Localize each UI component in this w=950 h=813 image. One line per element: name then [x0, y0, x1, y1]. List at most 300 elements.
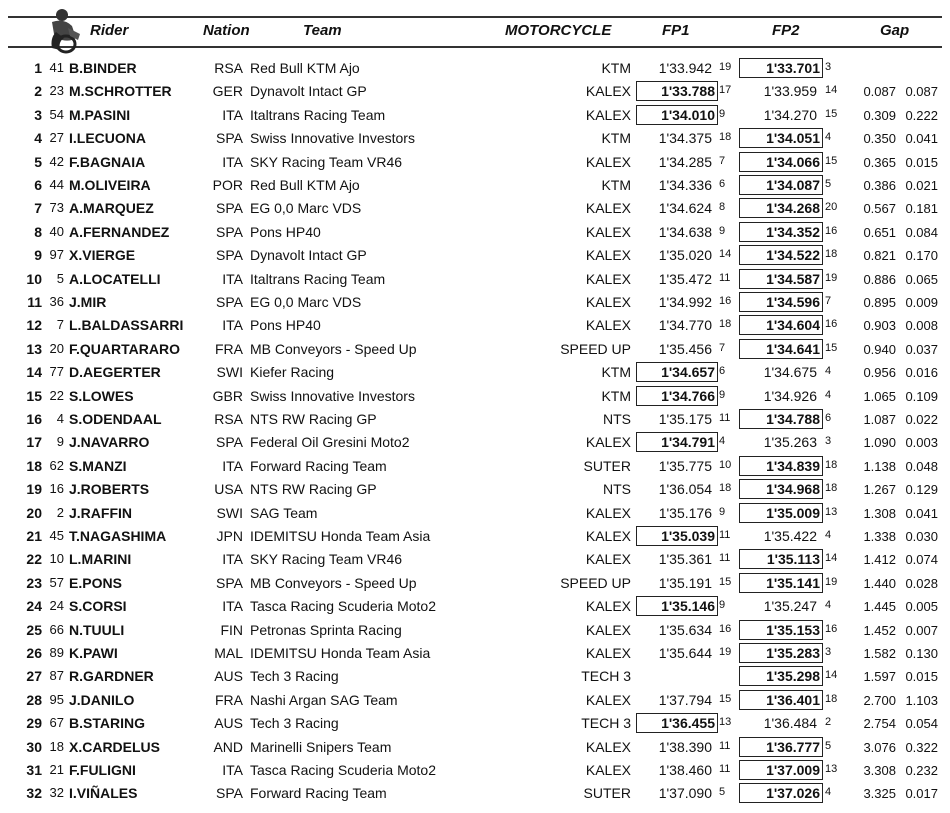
rider-number: 89 [49, 645, 64, 660]
motorcycle: NTS [603, 411, 631, 427]
gap-to-previous: 0.009 [905, 295, 938, 310]
rider-number: 67 [49, 715, 64, 731]
gap-to-previous: 0.022 [905, 412, 938, 427]
row-position: 21 [26, 528, 42, 544]
rider-name: J.DANILO [69, 691, 135, 708]
fp2-time-best: 1'33.701 [739, 58, 823, 78]
fp2-lap: 4 [825, 529, 832, 541]
fp2-lap: 16 [825, 318, 838, 331]
rider-name: S.ODENDAAL [69, 411, 162, 427]
rider-name: F.BAGNAIA [69, 153, 146, 170]
table-row [0, 455, 950, 478]
rider-number: 66 [49, 621, 64, 637]
motorcycle: NTS [603, 481, 631, 498]
row-position: 9 [34, 247, 42, 264]
gap-to-leader: 0.087 [863, 84, 896, 100]
gap-to-leader: 3.076 [863, 739, 896, 755]
motorcycle: TECH 3 [581, 668, 631, 685]
rider-number: 45 [49, 528, 64, 543]
team-name: IDEMITSU Honda Team Asia [250, 528, 431, 544]
gap-to-previous: 0.017 [905, 786, 938, 802]
rider-name: M.OLIVEIRA [69, 177, 151, 193]
rider-name: B.STARING [69, 715, 145, 732]
fp2-time-best: 1'34.788 [739, 409, 823, 429]
row-position: 1 [34, 60, 42, 76]
row-position: 18 [26, 457, 42, 474]
gap-to-leader: 0.940 [863, 341, 896, 357]
fp1-time-best: 1'33.788 [636, 81, 718, 101]
fp1-lap: 18 [719, 482, 732, 495]
row-position: 29 [26, 715, 42, 732]
rider-number: 87 [49, 668, 64, 684]
fp2-lap: 5 [825, 178, 832, 190]
fp1-lap: 11 [719, 529, 731, 541]
fp2-time-best: 1'34.968 [739, 479, 823, 499]
gap-to-leader: 0.956 [863, 365, 896, 381]
table-row [0, 502, 950, 525]
fp1-time: 1'35.644 [658, 645, 712, 661]
rider-name: F.QUARTARARO [69, 340, 180, 357]
motorcycle-rider-icon [42, 8, 86, 54]
team-name: SAG Team [250, 504, 318, 521]
team-name: Red Bull KTM Ajo [250, 60, 360, 76]
fp2-time-best: 1'35.298 [739, 666, 823, 686]
row-position: 6 [34, 177, 42, 193]
fp2-time-best: 1'34.604 [739, 315, 823, 335]
rider-nation: SPA [216, 223, 243, 240]
row-position: 13 [26, 340, 42, 357]
fp2-time: 1'35.422 [763, 528, 817, 544]
motorcycle: SPEED UP [560, 340, 631, 357]
fp1-time: 1'35.361 [658, 551, 712, 568]
gap-to-leader: 1.582 [863, 646, 896, 661]
rider-name: X.CARDELUS [69, 738, 161, 755]
gap-to-leader: 1.452 [863, 622, 896, 638]
team-name: Dynavolt Intact GP [250, 83, 367, 100]
motorcycle: KTM [601, 130, 631, 147]
team-name: Forward Racing Team [250, 785, 387, 802]
motorcycle: KALEX [585, 434, 631, 451]
fp2-lap: 4 [825, 599, 832, 612]
table-row [0, 268, 950, 291]
fp2-lap: 4 [825, 388, 832, 401]
team-name: Petronas Sprinta Racing [250, 621, 402, 638]
fp2-time-best: 1'34.587 [739, 269, 823, 289]
gap-to-previous: 0.232 [905, 763, 938, 778]
fp2-time-best: 1'34.352 [739, 222, 823, 242]
rider-number: 10 [49, 551, 64, 567]
rider-name: K.PAWI [69, 645, 118, 661]
rider-nation: FRA [215, 691, 243, 708]
rider-name: S.LOWES [69, 387, 134, 404]
rider-nation: GER [212, 83, 243, 100]
rider-number: 40 [49, 223, 64, 239]
fp2-lap: 4 [825, 131, 832, 144]
fp2-lap: 14 [825, 669, 838, 682]
rider-number: 16 [49, 481, 64, 497]
row-position: 10 [26, 270, 42, 287]
gap-to-leader: 1.412 [863, 552, 896, 568]
fp1-lap: 7 [719, 154, 726, 167]
fp2-lap: 3 [825, 435, 832, 448]
fp1-time-best: 1'34.657 [636, 362, 718, 382]
rider-nation: AUS [214, 668, 243, 685]
gap-to-previous: 0.015 [905, 669, 938, 685]
rider-number: 23 [49, 83, 64, 99]
table-row [0, 431, 950, 454]
rider-name: J.MIR [69, 294, 107, 310]
rider-name: I.LECUONA [69, 130, 146, 147]
gap-to-previous: 0.087 [905, 84, 938, 100]
fp1-time: 1'37.794 [658, 691, 712, 708]
table-row [0, 127, 950, 150]
fp1-time: 1'36.054 [658, 481, 712, 498]
fp1-time: 1'35.472 [658, 270, 712, 287]
fp1-lap: 9 [719, 505, 726, 518]
fp2-lap: 18 [825, 458, 838, 471]
fp1-time: 1'34.285 [658, 153, 712, 170]
team-name: Italtrans Racing Team [250, 106, 386, 123]
fp1-time: 1'35.020 [658, 247, 712, 264]
rider-name: N.TUULI [69, 621, 125, 638]
row-position: 4 [34, 130, 42, 147]
rider-number: 22 [49, 387, 64, 403]
fp1-lap: 4 [719, 435, 726, 448]
gap-to-previous: 0.016 [905, 365, 938, 381]
rider-number: 44 [49, 177, 64, 192]
rider-name: B.BINDER [69, 60, 137, 76]
motorcycle: SUTER [583, 457, 631, 474]
rider-nation: ITA [222, 551, 243, 568]
table-row [0, 689, 950, 712]
rider-name: M.PASINI [69, 106, 131, 123]
gap-to-previous: 0.008 [905, 318, 938, 334]
team-name: Tasca Racing Scuderia Moto2 [250, 762, 436, 778]
row-position: 26 [26, 645, 42, 661]
rider-nation: AND [213, 738, 243, 755]
gap-to-leader: 0.895 [863, 295, 896, 310]
gap-to-previous: 0.041 [905, 505, 938, 521]
fp2-time-best: 1'34.522 [739, 245, 823, 265]
fp1-lap: 6 [719, 178, 726, 190]
fp1-time: 1'33.942 [658, 60, 712, 76]
row-position: 23 [26, 574, 42, 591]
fp2-time-best: 1'35.283 [739, 643, 823, 663]
gap-to-leader: 1.308 [863, 505, 896, 521]
fp2-lap: 15 [825, 154, 838, 167]
gap-to-previous: 0.065 [905, 271, 938, 287]
motorcycle: KALEX [585, 645, 631, 661]
rider-nation: RSA [214, 60, 243, 76]
fp1-lap: 9 [719, 599, 726, 612]
fp1-time: 1'37.090 [658, 785, 712, 802]
fp2-time-best: 1'36.777 [739, 737, 823, 757]
team-name: SKY Racing Team VR46 [250, 153, 403, 170]
table-row [0, 572, 950, 595]
row-position: 27 [26, 668, 42, 685]
rider-name: A.LOCATELLI [69, 270, 161, 287]
fp2-lap: 2 [825, 716, 832, 729]
fp2-time-best: 1'34.641 [739, 339, 823, 359]
row-position: 22 [26, 551, 42, 568]
rider-name: J.ROBERTS [69, 481, 150, 498]
table-row [0, 174, 950, 197]
fp2-lap: 14 [825, 84, 838, 97]
fp2-time-best: 1'35.009 [739, 503, 823, 523]
row-position: 24 [26, 598, 42, 615]
row-position: 25 [26, 621, 42, 638]
motorcycle: KALEX [585, 738, 631, 755]
fp1-lap: 11 [719, 739, 731, 752]
table-row [0, 197, 950, 220]
rider-nation: GBR [212, 387, 243, 404]
rider-name: I.VIÑALES [69, 785, 138, 802]
gap-to-previous: 0.222 [905, 107, 938, 123]
fp1-lap: 19 [719, 646, 732, 658]
header-rider: Rider [90, 22, 129, 39]
rider-name: F.FULIGNI [69, 762, 136, 778]
fp1-time: 1'34.375 [658, 130, 712, 147]
gap-to-previous: 0.041 [905, 131, 938, 147]
gap-to-previous: 0.129 [905, 482, 938, 498]
gap-to-leader: 2.700 [863, 692, 896, 708]
team-name: NTS RW Racing GP [250, 481, 377, 498]
rider-number: 57 [49, 574, 64, 590]
fp2-lap: 19 [825, 271, 838, 284]
team-name: Tasca Racing Scuderia Moto2 [250, 598, 436, 615]
gap-to-previous: 0.054 [905, 716, 938, 732]
rider-nation: FRA [215, 340, 243, 357]
fp2-time: 1'36.484 [763, 715, 817, 732]
rider-name: T.NAGASHIMA [69, 528, 167, 544]
fp1-time: 1'38.460 [658, 762, 712, 778]
rider-name: X.VIERGE [69, 247, 136, 264]
gap-to-previous: 0.109 [905, 388, 938, 404]
row-position: 3 [34, 106, 42, 123]
rider-number: 18 [49, 738, 64, 754]
fp2-lap: 15 [825, 107, 838, 120]
motorcycle: KALEX [585, 551, 631, 568]
rider-name: J.RAFFIN [69, 504, 132, 521]
rider-nation: USA [214, 481, 243, 498]
table-row [0, 478, 950, 501]
motorcycle: KALEX [585, 504, 631, 521]
rider-nation: SPA [216, 574, 243, 591]
table-row [0, 736, 950, 759]
fp2-time-best: 1'37.026 [739, 783, 823, 803]
fp1-time: 1'34.638 [658, 223, 712, 240]
gap-to-leader: 3.308 [863, 763, 896, 778]
gap-to-leader: 0.567 [863, 201, 896, 217]
gap-to-previous: 0.030 [905, 529, 938, 544]
fp2-lap: 13 [825, 505, 838, 518]
fp2-time-best: 1'35.153 [739, 620, 823, 640]
fp1-lap: 19 [719, 61, 732, 73]
team-name: Kiefer Racing [250, 364, 335, 381]
team-name: Forward Racing Team [250, 457, 387, 474]
rider-number: 97 [49, 247, 64, 263]
fp1-lap: 14 [719, 248, 732, 261]
motorcycle: KTM [601, 387, 631, 404]
rider-nation: RSA [214, 411, 243, 427]
motorcycle: KALEX [585, 691, 631, 708]
gap-to-previous: 0.074 [905, 552, 938, 568]
rider-nation: SPA [216, 200, 243, 217]
fp1-lap: 6 [719, 365, 726, 378]
motorcycle: KALEX [585, 621, 631, 638]
rider-nation: ITA [222, 457, 243, 474]
motorcycle: KALEX [585, 200, 631, 217]
fp2-time: 1'34.270 [763, 106, 817, 123]
rider-name: E.PONS [69, 574, 122, 591]
rider-number: 27 [49, 130, 64, 146]
gap-to-leader: 0.386 [863, 178, 896, 193]
fp2-time: 1'33.959 [763, 83, 817, 100]
gap-to-previous: 0.181 [905, 201, 938, 217]
table-row [0, 712, 950, 735]
fp1-lap: 16 [719, 622, 732, 635]
row-position: 28 [26, 691, 42, 708]
table-row [0, 759, 950, 782]
fp1-lap: 7 [719, 341, 726, 354]
fp2-time-best: 1'35.113 [739, 549, 823, 569]
header-bottom-rule [8, 46, 942, 48]
motorcycle: KTM [601, 177, 631, 193]
gap-to-leader: 1.338 [863, 529, 896, 544]
fp1-time: 1'38.390 [658, 738, 712, 755]
row-position: 14 [26, 364, 42, 381]
gap-to-leader: 1.090 [863, 435, 896, 451]
motorcycle: KALEX [585, 317, 631, 334]
table-row [0, 548, 950, 571]
gap-to-leader: 0.903 [863, 318, 896, 334]
row-position: 17 [26, 434, 42, 451]
rider-name: D.AEGERTER [69, 364, 161, 381]
fp2-lap: 20 [825, 201, 838, 214]
fp2-lap: 15 [825, 341, 838, 354]
motorcycle: KTM [601, 364, 631, 381]
fp2-lap: 4 [825, 365, 832, 378]
table-row [0, 80, 950, 103]
fp2-lap: 3 [825, 646, 832, 658]
team-name: Tech 3 Racing [250, 668, 339, 685]
row-position: 8 [34, 223, 42, 240]
gap-to-previous: 0.037 [905, 341, 938, 357]
row-position: 19 [26, 481, 42, 498]
gap-to-leader: 0.365 [863, 154, 896, 170]
gap-to-leader: 1.267 [863, 482, 896, 498]
team-name: Dynavolt Intact GP [250, 247, 367, 264]
fp2-lap: 18 [825, 482, 838, 495]
rider-nation: ITA [222, 270, 243, 287]
table-row [0, 57, 950, 80]
header-team: Team [303, 22, 342, 39]
motorcycle: KTM [601, 60, 631, 76]
gap-to-leader: 0.886 [863, 271, 896, 287]
table-row [0, 665, 950, 688]
fp1-lap: 9 [719, 107, 726, 120]
fp1-lap: 10 [719, 458, 732, 471]
rider-nation: MAL [214, 645, 243, 661]
rider-nation: POR [212, 177, 243, 193]
gap-to-previous: 0.084 [905, 224, 938, 240]
fp2-lap: 18 [825, 248, 838, 261]
gap-to-leader: 0.651 [863, 224, 896, 240]
rider-number: 73 [49, 200, 64, 216]
row-position: 15 [26, 387, 42, 404]
rider-name: S.MANZI [69, 457, 127, 474]
gap-to-previous: 1.103 [905, 692, 938, 708]
fp1-time: 1'35.175 [658, 411, 712, 427]
rider-name: M.SCHROTTER [69, 83, 172, 100]
row-position: 11 [27, 294, 42, 310]
gap-to-previous: 0.015 [905, 154, 938, 170]
fp2-time-best: 1'34.268 [739, 198, 823, 218]
fp1-lap: 16 [719, 295, 732, 307]
gap-to-leader: 0.821 [863, 248, 896, 264]
team-name: IDEMITSU Honda Team Asia [250, 645, 431, 661]
gap-to-leader: 0.309 [863, 107, 896, 123]
fp2-lap: 5 [825, 739, 832, 752]
team-name: Marinelli Snipers Team [250, 738, 392, 755]
gap-to-leader: 0.350 [863, 131, 896, 147]
fp1-lap: 5 [719, 786, 726, 799]
fp1-lap: 11 [719, 412, 731, 424]
fp2-lap: 3 [825, 61, 832, 73]
motorcycle: KALEX [585, 247, 631, 264]
rider-number: 95 [49, 691, 64, 707]
gap-to-leader: 3.325 [863, 786, 896, 802]
team-name: Italtrans Racing Team [250, 270, 386, 287]
team-name: EG 0,0 Marc VDS [250, 294, 362, 310]
fp1-lap: 9 [719, 224, 726, 237]
fp2-time-best: 1'34.596 [739, 292, 823, 312]
gap-to-previous: 0.028 [905, 575, 938, 591]
motorcycle: KALEX [585, 83, 631, 100]
fp2-time-best: 1'34.087 [739, 175, 823, 195]
table-row [0, 244, 950, 267]
fp1-time-best: 1'36.455 [636, 713, 718, 733]
fp2-lap: 13 [825, 763, 838, 775]
fp1-time: 1'34.992 [658, 294, 712, 310]
motorcycle: KALEX [585, 598, 631, 615]
header-motorcycle: MOTORCYCLE [505, 22, 612, 39]
rider-number: 5 [56, 270, 64, 286]
rider-number: 32 [49, 785, 64, 801]
header-fp2: FP2 [772, 22, 800, 39]
rider-nation: ITA [222, 317, 243, 334]
gap-to-leader: 1.445 [863, 599, 896, 615]
fp2-lap: 4 [825, 786, 832, 799]
table-row [0, 151, 950, 174]
rider-nation: SPA [216, 434, 243, 451]
team-name: SKY Racing Team VR46 [250, 551, 403, 568]
rider-nation: FIN [220, 621, 243, 638]
gap-to-previous: 0.021 [905, 178, 938, 193]
fp1-time-best: 1'35.039 [636, 526, 718, 546]
motorcycle: KALEX [585, 223, 631, 240]
rider-name: R.GARDNER [69, 668, 154, 685]
rider-nation: ITA [222, 106, 243, 123]
table-row [0, 291, 950, 314]
gap-to-leader: 1.065 [863, 388, 896, 404]
gap-to-previous: 0.170 [905, 248, 938, 264]
fp2-time: 1'35.263 [763, 434, 817, 451]
fp1-lap: 18 [719, 131, 732, 144]
rider-number: 9 [56, 434, 64, 450]
fp2-time: 1'34.926 [763, 387, 817, 404]
table-row [0, 782, 950, 805]
